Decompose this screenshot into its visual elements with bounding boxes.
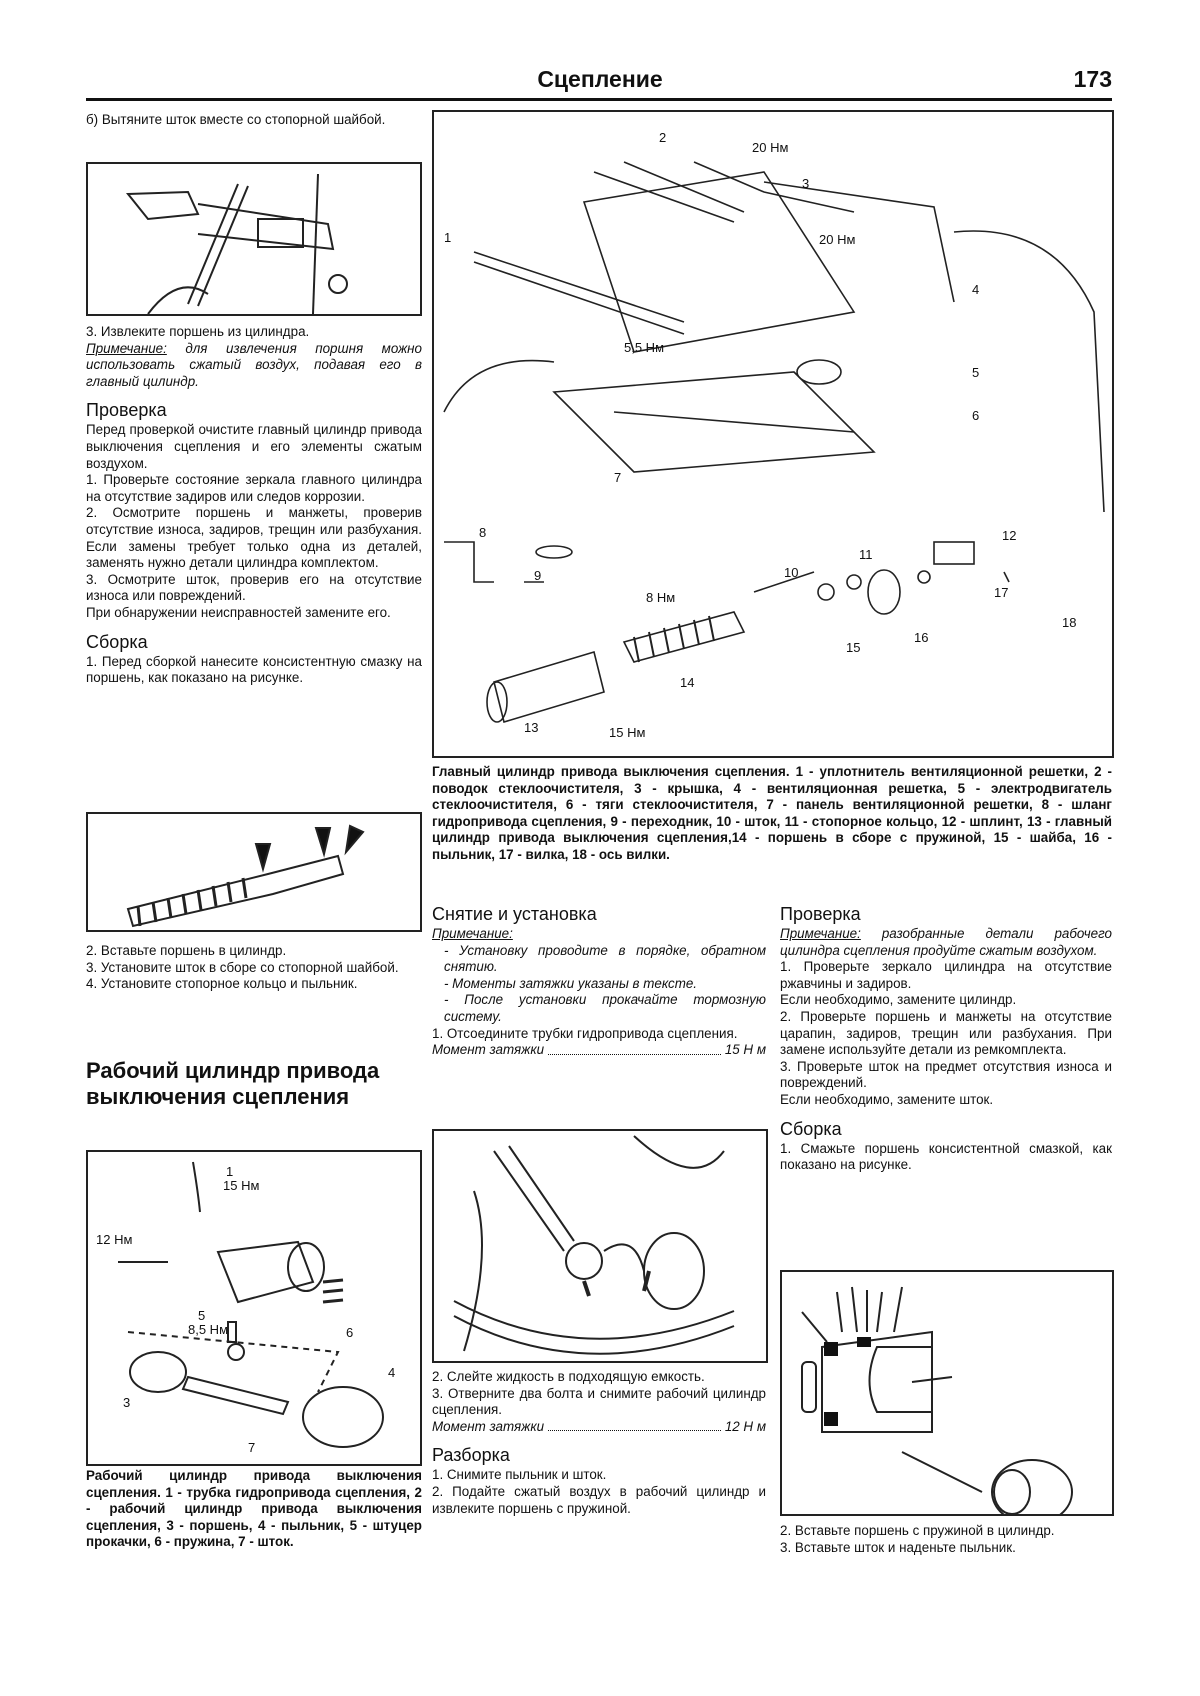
callout-label: 2 bbox=[659, 130, 667, 145]
callout-label: 13 bbox=[524, 720, 539, 735]
callout-label: 15 Нм bbox=[223, 1178, 260, 1193]
note-item: - Моменты затяжки указаны в тексте. bbox=[444, 975, 698, 991]
callout-label: 7 bbox=[248, 1440, 256, 1455]
figure-disconnect-line bbox=[432, 1129, 768, 1363]
figure-grease-piston bbox=[780, 1270, 1114, 1516]
note-item: - Установку проводите в порядке, обратном снятию. bbox=[444, 942, 766, 975]
callout-label: 15 bbox=[846, 640, 861, 655]
header-rule bbox=[86, 98, 1112, 101]
paragraph: 1. Отсоедините трубки гидропривода сцепления. bbox=[432, 1025, 738, 1041]
callout-label: 3 bbox=[123, 1395, 131, 1410]
note-label: Примечание: bbox=[432, 926, 513, 941]
callout-label: 20 Нм bbox=[752, 140, 789, 155]
paragraph: 1. Проверьте зеркало цилиндра на отсутствие ржавчины и задиров. bbox=[780, 959, 1112, 991]
note-text: для извлечения поршня можно использовать сжатый воздух, подавая его в главный цилиндр. bbox=[86, 340, 422, 389]
right-block-2 bbox=[780, 1523, 1112, 1556]
section-heading-check: Проверка bbox=[86, 400, 167, 421]
callout-label: 7 bbox=[614, 470, 622, 485]
note-label: Примечание: bbox=[86, 340, 167, 356]
figure-master-cylinder-exploded bbox=[432, 110, 1114, 758]
figure-caption-master: Главный цилиндр привода выключения сцепления. 1 - уплотнитель вентиляционной решетки, 2 - поводок стеклоочистителя, 3 - крышка, 4 - вентиляционная решетка, 5 - электродвигатель стеклоочистителя, 6 - тяги стеклоочистителя, 7 - панель вентиляционной решетки, 8 - шланг гидропривода сцепления, 9 - переходник, 10 - шток, 11 - стопорное кольцо, 12 - шплинт, 13 - главный цилиндр привода выключения сцепления,14 - поршень в сборе с пружиной, 15 - шайба, 16 - пыльник, 17 - вилка, 18 - ось вилки. bbox=[432, 764, 1112, 862]
section-heading-assembly: Сборка bbox=[86, 631, 148, 652]
callout-label: 1 bbox=[226, 1164, 234, 1179]
torque-spec bbox=[432, 1419, 766, 1436]
torque-label: Момент затяжки bbox=[432, 1418, 545, 1434]
paragraph: 1. Перед сборкой нанесите консистентную смазку на поршень, как показано на рисунке. bbox=[86, 653, 422, 686]
callout-label: 8 bbox=[479, 525, 487, 540]
paragraph: Если необходимо, замените цилиндр. bbox=[780, 992, 1017, 1008]
paragraph: 3. Вставьте шток и наденьте пыльник. bbox=[780, 1539, 1016, 1555]
callout-label: 6 bbox=[346, 1325, 354, 1340]
paragraph: 1. Проверьте состояние зеркала главного цилиндра на отсутствие задиров или следов коррозии. bbox=[86, 472, 422, 504]
paragraph: 2. Слейте жидкость в подходящую емкость. bbox=[432, 1369, 705, 1384]
page-number: 173 bbox=[1073, 66, 1112, 92]
callout-label: 11 bbox=[859, 547, 873, 562]
callout-label: 16 bbox=[914, 630, 929, 645]
callout-label: 3 bbox=[802, 176, 810, 191]
section-title-slave-cylinder: Рабочий цилиндр привода выключения сцепления bbox=[86, 1058, 380, 1109]
callout-label: 8,5 Нм bbox=[188, 1322, 229, 1337]
note-text: разобранные детали рабочего цилиндра сцепления продуйте сжатым воздухом. bbox=[780, 926, 1112, 958]
callout-label: 12 bbox=[1002, 528, 1017, 543]
callout-label: 20 Нм bbox=[819, 232, 856, 247]
paragraph: 3. Проверьте шток на предмет отсутствия износа и повреждений. bbox=[780, 1058, 1112, 1091]
callout-label: 5,5 Нм bbox=[624, 340, 665, 355]
paragraph: 1. Смажьте поршень консистентной смазкой, как показано на рисунке. bbox=[780, 1140, 1112, 1173]
callout-label: 10 bbox=[784, 565, 799, 580]
paragraph: 3. Извлеките поршень из цилиндра. bbox=[86, 324, 310, 339]
note-item: - После установки прокачайте тормозную систему. bbox=[444, 992, 766, 1024]
callout-label: 17 bbox=[994, 585, 1009, 600]
page-title: Сцепление bbox=[537, 66, 663, 92]
paragraph: 2. Вставьте поршень в цилиндр. bbox=[86, 943, 287, 958]
left-block-2 bbox=[86, 943, 422, 993]
callout-label: 18 bbox=[1062, 615, 1077, 630]
middle-block-1 bbox=[432, 904, 766, 1059]
callout-label: 9 bbox=[534, 568, 542, 583]
torque-spec bbox=[432, 1042, 766, 1059]
paragraph: 2. Осмотрите поршень и манжеты, проверив отсутствие износа, задиров, трещин или разбухания. Если замены требует только одна из деталей, заменять нужно детали цилиндра комплектом. bbox=[86, 505, 422, 571]
callout-label: 8 Нм bbox=[646, 590, 676, 605]
callout-label: 5 bbox=[972, 365, 980, 380]
figure-piston-grease bbox=[86, 812, 422, 932]
figure-remove-rod bbox=[86, 162, 422, 316]
paragraph: 3. Отверните два болта и снимите рабочий цилиндр сцепления. bbox=[432, 1385, 766, 1418]
section-heading-disassembly: Разборка bbox=[432, 1445, 510, 1466]
paragraph: При обнаружении неисправностей замените его. bbox=[86, 604, 391, 620]
paragraph: б) Вытяните шток вместе со стопорной шайбой. bbox=[86, 112, 386, 127]
paragraph: Перед проверкой очистите главный цилиндр привода выключения сцепления и его элементы сжатым воздухом. bbox=[86, 422, 422, 471]
note-label: Примечание: bbox=[780, 926, 861, 941]
left-block-1 bbox=[86, 324, 422, 687]
figure-slave-cylinder bbox=[86, 1150, 422, 1466]
torque-value: 15 Н м bbox=[724, 1042, 766, 1058]
torque-value: 12 Н м bbox=[724, 1418, 766, 1434]
callout-label: 4 bbox=[972, 282, 980, 297]
left-intro bbox=[86, 112, 422, 129]
paragraph: 4. Установите стопорное кольцо и пыльник. bbox=[86, 976, 358, 992]
callout-label: 5 bbox=[198, 1308, 206, 1323]
paragraph: 3. Установите шток в сборе со стопорной шайбой. bbox=[86, 959, 399, 975]
paragraph: 2. Проверьте поршень и манжеты на отсутствие царапин, задиров, трещин или разбухания. При замене используйте детали из ремкомплекта. bbox=[780, 1008, 1112, 1058]
middle-block-2 bbox=[432, 1369, 766, 1517]
callout-label: 6 bbox=[972, 408, 980, 423]
section-heading-assembly: Сборка bbox=[780, 1118, 842, 1139]
figure-caption-slave: Рабочий цилиндр привода выключения сцепления. 1 - трубка гидропривода сцепления, 2 - рабочий цилиндр привода выключения сцепления, 3 - поршень, 4 - пыльник, 5 - штуцер прокачки, 6 - пружина, 7 - шток. bbox=[86, 1468, 422, 1550]
callout-label: 15 Нм bbox=[609, 725, 646, 740]
callout-label: 4 bbox=[388, 1365, 396, 1380]
callout-label: 14 bbox=[680, 675, 695, 690]
paragraph: 1. Снимите пыльник и шток. bbox=[432, 1467, 607, 1483]
right-block-1 bbox=[780, 904, 1112, 1174]
paragraph: 2. Подайте сжатый воздух в рабочий цилиндр и извлеките поршень с пружиной. bbox=[432, 1483, 766, 1516]
paragraph: 3. Осмотрите шток, проверив его на отсутствие износа или повреждений. bbox=[86, 571, 422, 604]
paragraph: Если необходимо, замените шток. bbox=[780, 1091, 994, 1107]
paragraph: 2. Вставьте поршень с пружиной в цилиндр. bbox=[780, 1523, 1055, 1538]
section-heading-removal: Снятие и установка bbox=[432, 904, 597, 924]
callout-label: 12 Нм bbox=[96, 1232, 133, 1247]
callout-label: 1 bbox=[444, 230, 452, 245]
torque-label: Момент затяжки bbox=[432, 1042, 545, 1058]
section-heading-check: Проверка bbox=[780, 904, 861, 924]
